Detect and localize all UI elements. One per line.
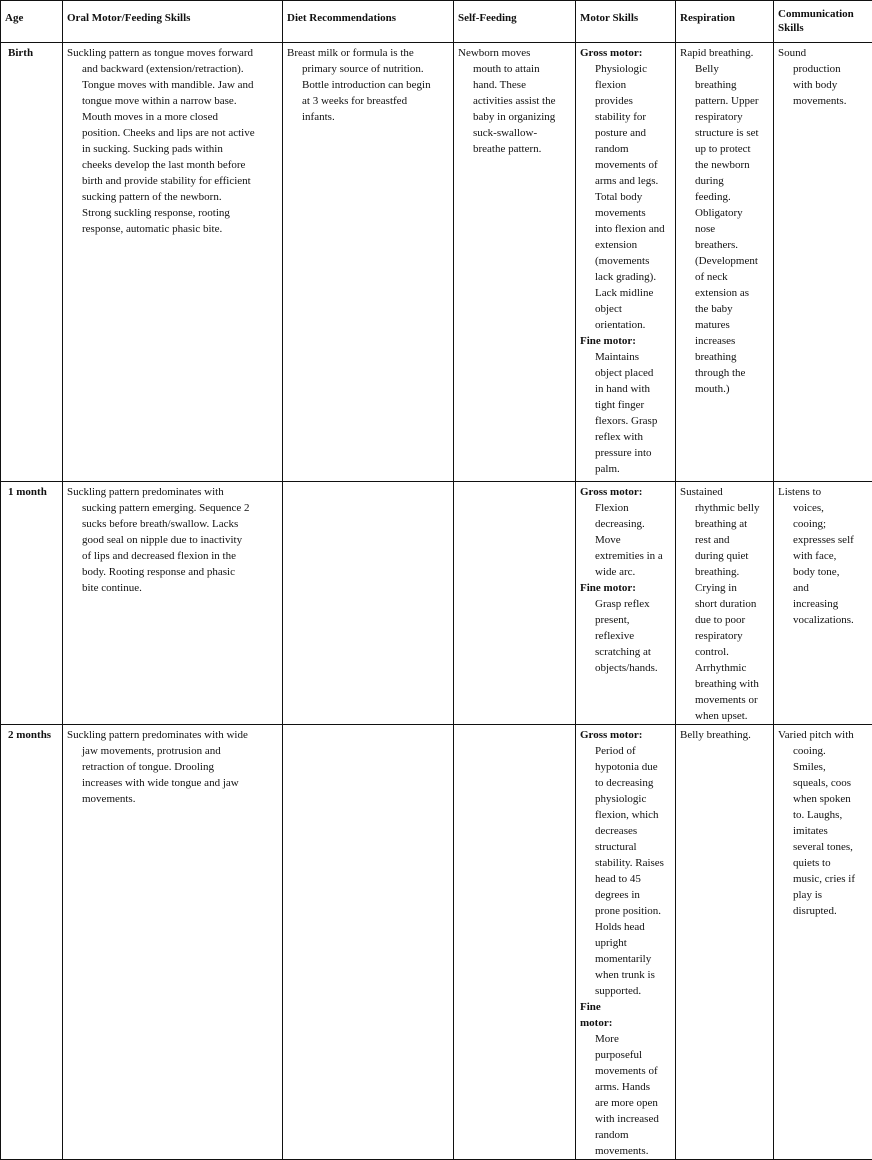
motor-skills-cell [576, 43, 676, 482]
header-self-feeding: Self-Feeding [454, 1, 576, 43]
fine-motor-text: Grasp reflex present, reflexive scratching at objects/hands. [580, 596, 671, 676]
fine-motor-text: More purposeful movements of arms. Hands are more open with increased random movements. [580, 1031, 671, 1159]
fine-motor-text: Maintains object placed in hand with tight finger flexors. Grasp reflex with pressure into palm. [580, 349, 671, 477]
header-row [1, 1, 872, 43]
communication-text: Listens to voices, cooing; expresses self with face, body tone, and increasing vocalizations. [778, 484, 868, 628]
table-row [1, 43, 872, 482]
fine-motor-label: Fine motor: [580, 333, 671, 349]
gross-motor-text: Physiologic flexion provides stability for posture and random movements of arms and legs. Total body movements into flexion and extension (movements lack grading). Lack midline object orientation. [580, 61, 671, 333]
gross-motor-label: Gross motor: [580, 45, 671, 61]
header-oral-motor: Oral Motor/Feeding Skills [63, 1, 283, 43]
communication-cell [774, 725, 872, 1160]
header-communication: Communication Skills [774, 1, 872, 43]
respiration-cell [676, 43, 774, 482]
gross-motor-text: Period of hypotonia due to decreasing physiologic flexion, which decreases structural stability. Raises head to 45 degrees in prone position. Holds head upright momentarily when trunk is supported. [580, 743, 671, 999]
self-feeding-cell [454, 725, 576, 1160]
communication-cell [774, 43, 872, 482]
gross-motor-text: Flexion decreasing. Move extremities in a wide arc. [580, 500, 671, 580]
communication-cell [774, 482, 872, 725]
motor-skills-cell [576, 482, 676, 725]
oral-motor-cell [63, 725, 283, 1160]
diet-cell [283, 43, 454, 482]
self-feeding-cell [454, 43, 576, 482]
header-motor-skills: Motor Skills [576, 1, 676, 43]
oral-motor-text: Suckling pattern predominates with wide jaw movements, protrusion and retraction of tongue. Drooling increases with wide tongue and jaw movements. [67, 727, 278, 807]
age-cell: Birth [1, 43, 63, 482]
fine-motor-label: Fine motor: [580, 580, 671, 596]
respiration-cell [676, 482, 774, 725]
communication-text: Sound production with body movements. [778, 45, 868, 109]
age-cell: 2 months [1, 725, 63, 1160]
diet-text: Breast milk or formula is the primary source of nutrition. Bottle introduction can begin at 3 weeks for breastfed infants. [287, 45, 449, 125]
table-row [1, 482, 872, 725]
gross-motor-label: Gross motor: [580, 484, 671, 500]
communication-text: Varied pitch with cooing. Smiles, squeals, coos when spoken to. Laughs, imitates several tones, quiets to music, cries if play is disrupted. [778, 727, 868, 919]
gross-motor-label: Gross motor: [580, 727, 671, 743]
respiration-cell [676, 725, 774, 1160]
respiration-text: Belly breathing. [680, 727, 769, 743]
age-cell: 1 month [1, 482, 63, 725]
respiration-text: Sustained rhythmic belly breathing at rest and during quiet breathing. Crying in short duration due to poor respiratory control. Arrhythmic breathing with movements or when upset. [680, 484, 769, 724]
diet-cell [283, 482, 454, 725]
header-respiration: Respiration [676, 1, 774, 43]
oral-motor-cell [63, 43, 283, 482]
header-diet: Diet Recommendations [283, 1, 454, 43]
motor-skills-cell [576, 725, 676, 1160]
oral-motor-cell [63, 482, 283, 725]
table-row [1, 725, 872, 1160]
respiration-text: Rapid breathing. Belly breathing pattern. Upper respiratory structure is set up to protect the newborn during feeding. Obligatory nose breathers. (Development of neck extension as the baby matures increases breathing through the mouth.) [680, 45, 769, 397]
header-age: Age [1, 1, 63, 43]
diet-cell [283, 725, 454, 1160]
oral-motor-text: Suckling pattern predominates with sucking pattern emerging. Sequence 2 sucks before breath/swallow. Lacks good seal on nipple due to inactivity of lips and decreased flexion in the body. Rooting response and phasic bite continue. [67, 484, 278, 596]
fine-motor-label: Fine motor: [580, 999, 671, 1031]
self-feeding-cell [454, 482, 576, 725]
oral-motor-text: Suckling pattern as tongue moves forward and backward (extension/retraction). Tongue moves with mandible. Jaw and tongue move within a narrow base. Mouth moves in a more closed position. Cheeks and lips are not active in sucking. Sucking pads within cheeks develop the last month before birth and provide stability for efficient sucking pattern of the newborn. Strong suckling response, rooting response, automatic phasic bite. [67, 45, 278, 237]
self-feeding-text: Newborn moves mouth to attain hand. These activities assist the baby in organizing suck-swallow- breathe pattern. [458, 45, 571, 157]
